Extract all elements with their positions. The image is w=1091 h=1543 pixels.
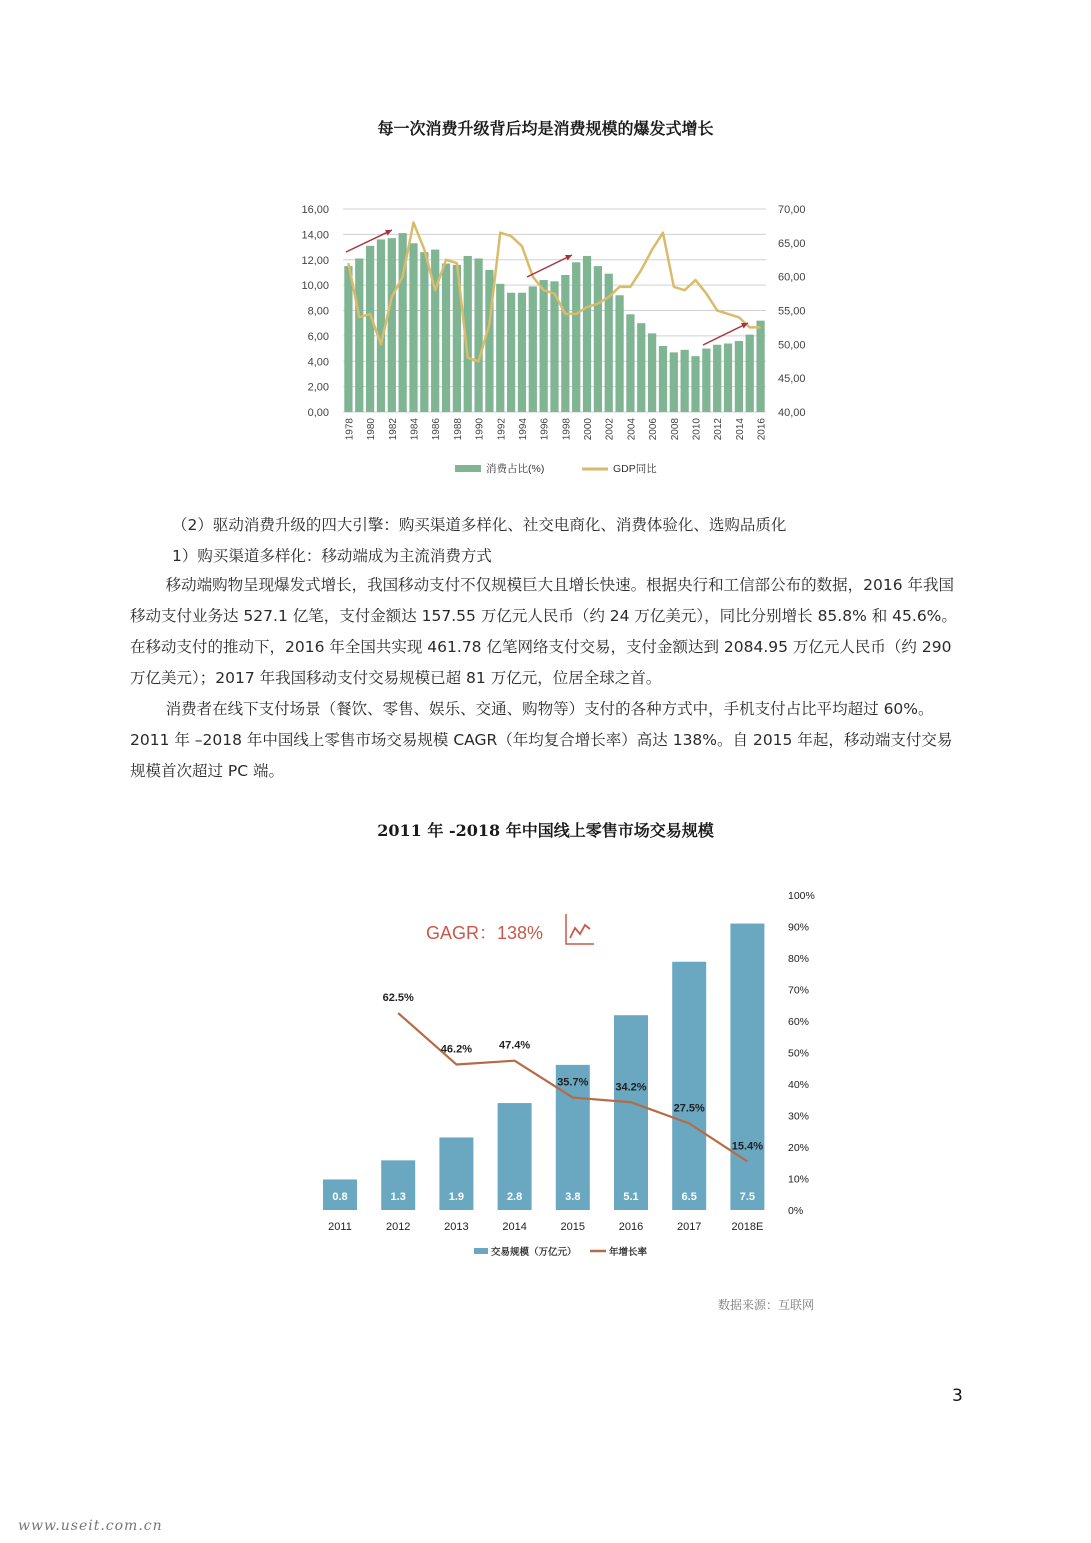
x-tick-label: 2010 [691,418,703,441]
left-tick-label: 4,00 [307,356,329,369]
consumption-bar [691,356,699,412]
consumption-bar [518,293,526,412]
consumption-bar [746,335,754,412]
consumption-bar [724,343,732,412]
consumption-bar [735,341,743,412]
x-tick-label: 1982 [387,418,399,441]
x-tick-label: 2016 [756,418,768,441]
growth-rate-label: 47.4% [498,1039,531,1052]
trend-chart-icon-line [570,925,590,938]
x-tick-label: 2014 [734,418,746,441]
right-tick-label: 80% [788,953,810,965]
left-tick-label: 8,00 [307,305,329,318]
paragraph-mobile-payment: 移动端购物呈现爆发式增长，我国移动支付不仅规模巨大且增长快速。根据央行和工信部公布的数据，2016 年我国移动支付业务达 527.1 亿笔，支付金额达 157.55 万亿元人民币（约 24 万亿美元），同比分别增长 85.8% 和 45.6%。在移动支付的推动下，2016 年全国共实现 461.78 亿笔网络支付交易，支付金额达到 2084.95 万亿元人民币（约 290 万亿美元）；2017 年我国移动支付交易规模已超 81 万亿元，位居全球之首。 [130,576,957,687]
right-tick-label: 10% [788,1173,810,1186]
consumption-bar [507,293,515,412]
bar-value-label: 6.5 [681,1191,697,1203]
right-tick-label: 20% [788,1142,810,1154]
bar-value-label: 7.5 [739,1191,756,1203]
x-tick-label: 2016 [618,1221,644,1233]
x-tick-label: 2018E [731,1221,764,1233]
x-tick-label: 2017 [676,1221,702,1233]
trend-arrow [527,255,572,277]
growth-rate-label: 35.7% [557,1076,589,1089]
legend-label-consumption: 消费占比(%) [486,463,545,475]
bar-value-label: 1.9 [448,1191,465,1203]
bar-value-label: 1.3 [390,1191,406,1203]
x-tick-label: 1992 [496,418,508,441]
online-retail-chart [0,880,1091,1260]
x-tick-label: 2006 [648,418,660,441]
x-tick-label: 2014 [502,1221,527,1233]
right-tick-label: 50% [788,1047,810,1060]
consumption-bar [583,256,591,412]
consumption-bar [756,321,764,412]
legend-label-growth: 年增长率 [609,1247,648,1258]
left-tick-label: 0,00 [307,407,329,419]
x-tick-label: 1988 [452,418,464,441]
watermark: www.useit.com.cn [18,1518,163,1534]
x-tick-label: 2011 [328,1221,352,1233]
retail-bar [730,924,764,1210]
x-tick-label: 2012 [385,1221,411,1233]
left-tick-label: 12,00 [301,254,329,267]
right-tick-label: 70% [788,984,810,997]
consumption-bar [626,314,634,412]
consumption-bar [702,349,710,412]
consumption-bar [572,262,580,412]
growth-rate-label: 27.5% [673,1102,705,1115]
consumption-bar [670,352,678,412]
retail-bar [672,962,706,1210]
consumption-bar [496,284,504,412]
x-tick-label: 1994 [517,418,529,441]
x-tick-label: 1980 [366,418,378,441]
bar-value-label: 0.8 [332,1191,348,1203]
subsection-heading: 1）购买渠道多样化：移动端成为主流消费方式 [172,547,492,565]
x-tick-label: 2000 [583,418,595,441]
right-tick-label: 70,00 [778,204,806,216]
consumption-bar [615,295,623,412]
left-tick-label: 6,00 [307,330,329,343]
consumption-bar [474,258,482,412]
left-tick-label: 14,00 [301,229,329,242]
x-tick-label: 2012 [713,418,725,441]
right-tick-label: 0% [788,1205,804,1217]
right-tick-label: 100% [788,890,815,902]
page-number: 3 [952,1386,963,1406]
right-tick-label: 65,00 [778,237,806,250]
growth-rate-label: 15.4% [731,1140,764,1153]
paragraph-offline-payment: 消费者在线下支付场景（餐饮、零售、娱乐、交通、购物等）支付的各种方式中，手机支付占比平均超过 60%。2011 年 –2018 年中国线上零售市场交易规模 CAGR（年均复合增长率）高达 138%。自 2015 年起，移动端支付交易规模首次超过 PC 端。 [130,700,953,780]
consumption-bar [594,266,602,412]
x-tick-label: 2015 [560,1221,586,1233]
cagr-annotation: GAGR：138% [426,923,544,943]
bar-value-label: 3.8 [565,1191,581,1203]
growth-rate-label: 34.2% [615,1081,647,1094]
data-source: 数据来源：互联网 [718,1298,815,1312]
left-tick-label: 10,00 [301,280,329,293]
x-tick-label: 2008 [669,418,681,441]
consumption-bar [442,264,450,412]
consumption-bar [713,345,721,412]
x-tick-label: 1978 [344,418,356,441]
consumption-bar [355,258,363,412]
right-tick-label: 60% [788,1016,810,1028]
chart1-title: 每一次消费升级背后均是消费规模的爆发式增长 [377,119,714,138]
consumption-bar [659,346,667,412]
consumption-bar [388,238,396,412]
legend-label-volume: 交易规模（万亿元） [491,1247,577,1258]
consumption-bar [648,333,656,412]
consumption-bar [366,246,374,412]
right-tick-label: 40,00 [778,407,806,419]
x-tick-label: 2013 [444,1221,469,1233]
right-tick-label: 45,00 [778,373,806,386]
bar-value-label: 5.1 [623,1191,639,1203]
right-tick-label: 55,00 [778,305,806,318]
legend-label-gdp: GDP同比 [613,463,657,475]
right-tick-label: 50,00 [778,339,806,352]
consumption-bar [344,266,352,412]
x-tick-label: 1990 [474,418,486,441]
chart2-title: 2011 年 -2018 年中国线上零售市场交易规模 [377,821,714,840]
right-tick-label: 40% [788,1079,810,1091]
left-tick-label: 2,00 [307,381,329,394]
retail-bar [614,1015,648,1210]
bar-value-label: 2.8 [506,1191,523,1203]
x-tick-label: 1984 [409,418,421,441]
x-tick-label: 2004 [626,418,638,441]
growth-rate-label: 62.5% [382,992,414,1005]
section-heading: （2）驱动消费升级的四大引擎：购买渠道多样化、社交电商化、消费体验化、选购品质化 [172,516,787,534]
x-tick-label: 1996 [539,418,551,441]
consumption-bar [377,239,385,412]
consumption-bar [431,250,439,412]
consumption-bar [681,350,689,412]
x-tick-label: 1986 [431,418,443,441]
consumption-chart [0,190,1091,490]
consumption-bar [409,243,417,412]
right-tick-label: 30% [788,1110,810,1123]
right-tick-label: 60,00 [778,271,806,284]
right-tick-label: 90% [788,921,810,934]
x-tick-label: 2002 [604,418,616,441]
x-tick-label: 1998 [561,418,573,441]
consumption-bar [637,323,645,412]
consumption-bar [420,252,428,412]
left-tick-label: 16,00 [301,204,329,216]
legend-swatch-volume [474,1248,488,1254]
consumption-bar [561,275,569,412]
consumption-bar [529,286,537,412]
growth-rate-label: 46.2% [440,1043,473,1056]
legend-swatch-consumption [455,465,481,472]
consumption-bar [540,280,548,412]
